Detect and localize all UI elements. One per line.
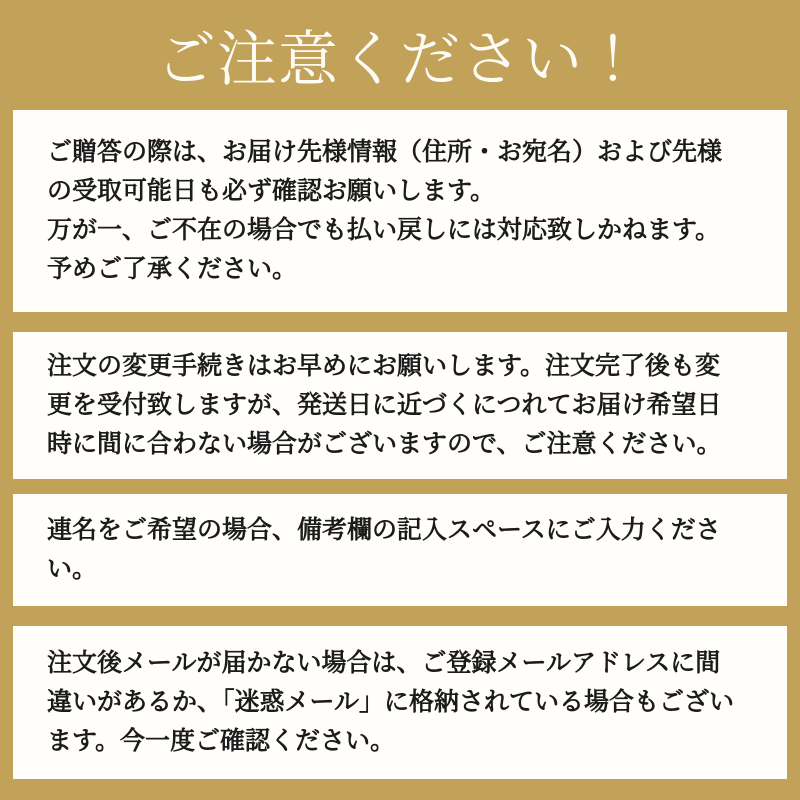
notice-box-joint-name — [13, 494, 787, 606]
notice-line: ます。今一度ご確認ください。 — [47, 727, 396, 755]
notice-box-gift-address — [13, 110, 787, 312]
notice-box-order-change — [13, 332, 787, 479]
notice-line: 注文の変更手続きはお早めにお願いします。注文完了後も変 — [47, 352, 721, 380]
notice-box-email — [13, 626, 787, 779]
notice-line: 万が一、ご不在の場合でも払い戻しには対応致しかねます。 — [47, 216, 721, 244]
notice-line: 予めご了承ください。 — [47, 255, 298, 283]
notice-line: 注文後メールが届かない場合は、ご登録メールアドレスに間 — [47, 649, 721, 677]
notice-line: い。 — [47, 555, 98, 583]
notice-line: ご贈答の際は、お届け先様情報（住所・お宛名）および先様 — [47, 138, 723, 166]
notice-line: の受取可能日も必ず確認お願いします。 — [47, 177, 496, 205]
notice-line: 違いがあるか、「迷惑メール」に格納されている場合もござい — [47, 688, 735, 716]
notice-line: 連名をご希望の場合、備考欄の記入スペースにご入力くださ — [47, 516, 721, 544]
notice-line: 更を受付致しますが、発送日に近づくにつれてお届け希望日 — [47, 391, 722, 419]
notice-line: 時に間に合わない場合がございますので、ご注意ください。 — [47, 430, 722, 458]
page-title: ご注意ください！ — [156, 27, 644, 93]
notice-box-list — [13, 110, 787, 779]
